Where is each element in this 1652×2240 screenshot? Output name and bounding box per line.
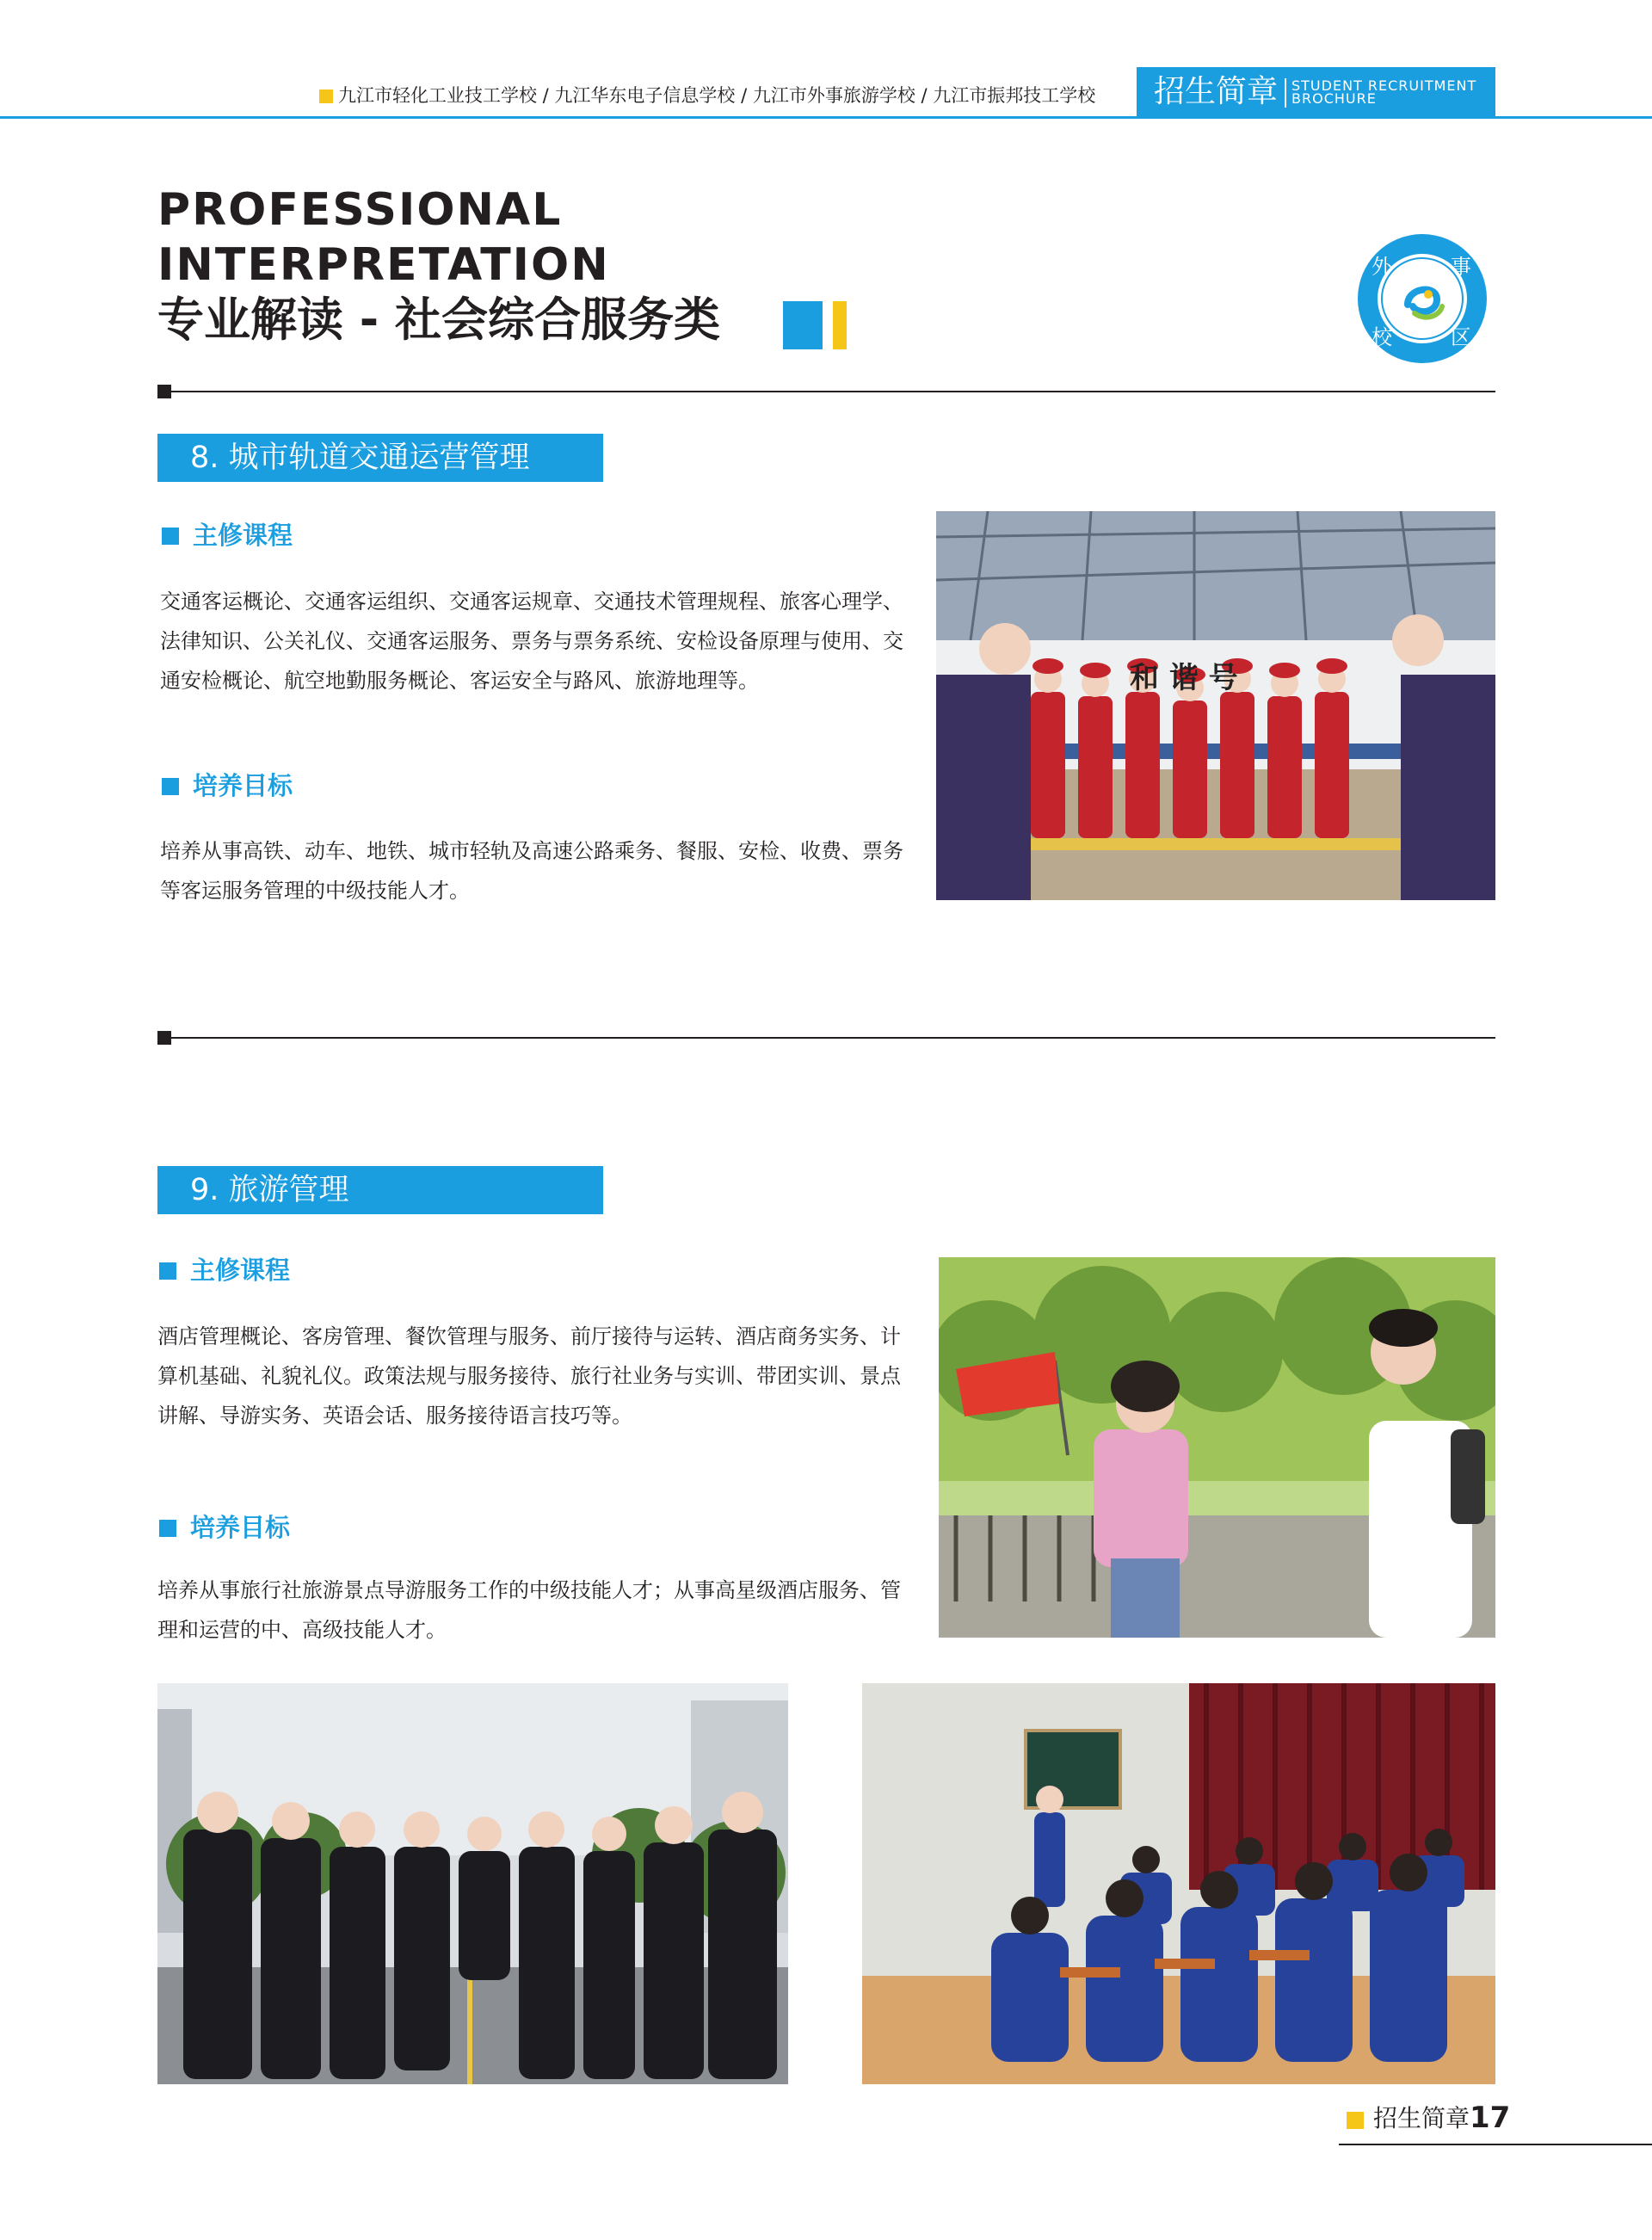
brochure-badge-subtitle-line2: BROCHURE <box>1291 90 1377 107</box>
brochure-badge-subtitle-line1: STUDENT RECRUITMENT <box>1291 77 1477 94</box>
courses-heading <box>159 1253 290 1287</box>
photo-watermark: 知乎 @ww <box>1378 1613 1464 1633</box>
photo-rail-attendants <box>936 511 1495 900</box>
goal-heading-text: 培养目标 <box>193 771 293 800</box>
section-title-bar: 9. 旅游管理 <box>157 1166 603 1214</box>
section-rule <box>171 391 1495 392</box>
footer-label: 招生简章 <box>1373 2104 1470 2132</box>
brochure-badge-subtitle <box>1291 79 1476 105</box>
logo-char-4: 区 <box>1451 325 1471 349</box>
goal-text: 培养从事旅行社旅游景点导游服务工作的中级技能人才；从事高星级酒店服务、管理和运营的中、高级技能人才。 <box>157 1578 901 1642</box>
heading-bullet <box>162 528 179 545</box>
photo-classroom <box>862 1683 1495 2084</box>
section-rule-marker <box>157 1031 171 1045</box>
courses-heading-text: 主修课程 <box>193 521 293 550</box>
section-rule <box>171 1037 1495 1039</box>
photo-students-formal <box>157 1683 788 2084</box>
heading-bullet <box>162 778 179 795</box>
goal-text: 培养从事高铁、动车、地铁、城市轻轨及高速公路乘务、餐服、安检、收费、票务等客运服务管理的中级技能人才。 <box>160 839 903 903</box>
logo-char-3: 校 <box>1372 325 1392 349</box>
courses-heading-text: 主修课程 <box>190 1256 291 1285</box>
photo-tour-guide <box>939 1257 1495 1638</box>
brochure-badge-title: 招生简章 <box>1154 74 1279 109</box>
brochure-badge-divider <box>1285 78 1286 108</box>
photo-train-sign: 和 谐 号 <box>1130 661 1238 695</box>
page-title-cn: 专业解读 - 社会综合服务类 <box>157 293 721 347</box>
goal-heading <box>159 1510 290 1545</box>
heading-bullet <box>159 1520 176 1537</box>
courses-text: 交通客运概论、交通客运组织、交通客运规章、交通技术管理规程、旅客心理学、法律知识、公关礼仪、交通客运服务、票务与票务系统、安检设备原理与使用、交通安检概论、航空地勤服务概论、客运安全与路风、旅游地理等。 <box>160 589 903 693</box>
page-number: 17 <box>1470 2101 1511 2135</box>
school-logo <box>1358 234 1487 363</box>
page-title-en-line1: PROFESSIONAL <box>157 184 563 236</box>
courses-heading <box>162 518 293 552</box>
section-title-bar: 8. 城市轨道交通运营管理 <box>157 434 603 482</box>
logo-char-2: 事 <box>1451 255 1471 279</box>
title-accent-yellow <box>833 301 847 349</box>
logo-char-1: 外 <box>1372 255 1392 279</box>
page-title-en-line2: INTERPRETATION <box>157 239 610 291</box>
courses-text: 酒店管理概论、客房管理、餐饮管理与服务、前厅接待与运转、酒店商务实务、计算机基础、礼貌礼仪。政策法规与服务接待、旅行社业务与实训、带团实训、景点讲解、导游实务、英语会话、服务接待语言技巧等。 <box>157 1324 901 1428</box>
goal-heading <box>162 768 293 803</box>
heading-bullet <box>159 1262 176 1280</box>
header-school-list: 九江市轻化工业技工学校 / 九江华东电子信息学校 / 九江市外事旅游学校 / 九江市振邦技工学校 <box>338 85 1096 106</box>
footer-rule <box>1339 2144 1652 2145</box>
title-accent-blue <box>783 301 823 349</box>
brochure-badge <box>1137 67 1495 117</box>
section-rule-marker <box>157 385 171 398</box>
goal-heading-text: 培养目标 <box>190 1513 291 1542</box>
header-bullet <box>319 89 333 103</box>
footer-bullet <box>1347 2112 1364 2129</box>
